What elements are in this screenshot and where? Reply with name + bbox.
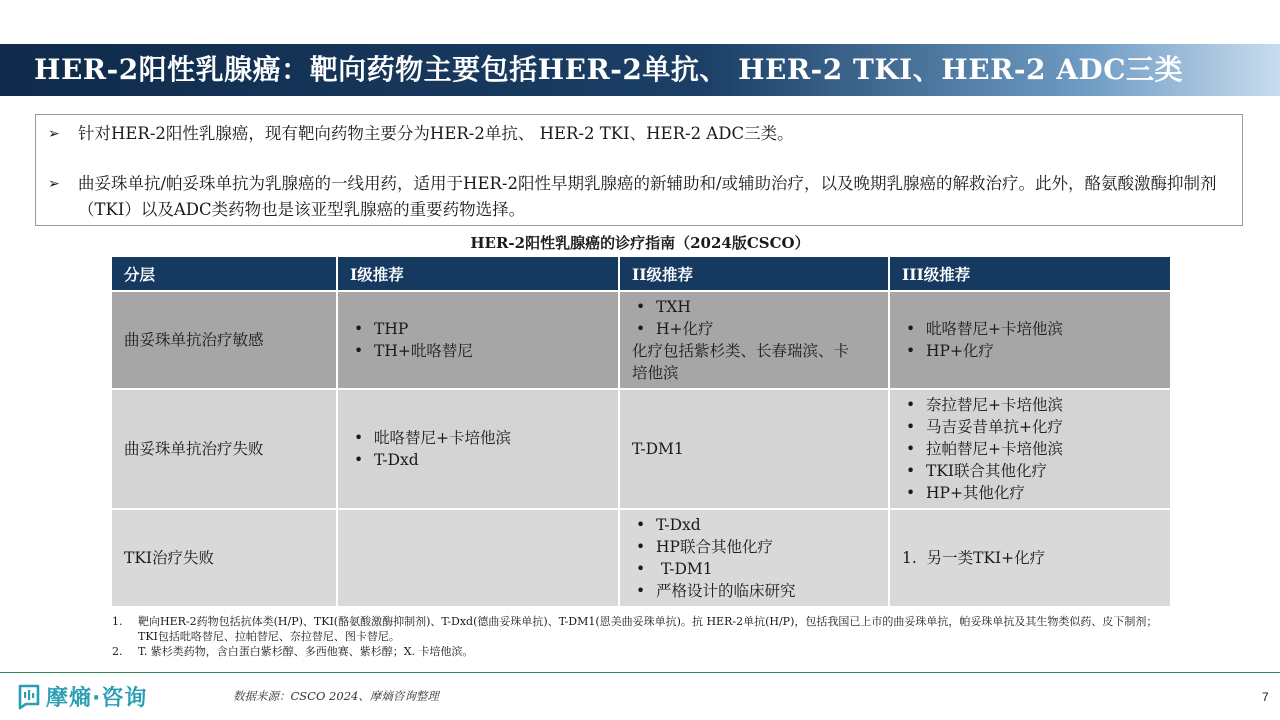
list-item: • TH+吡咯替尼 <box>350 340 618 362</box>
title-bar <box>0 44 1280 96</box>
list-item: • T-DM1 <box>632 558 888 580</box>
list-item: • 吡咯替尼+卡培他滨 <box>350 427 618 449</box>
header-level-2: II级推荐 <box>619 256 889 291</box>
header-level-1: I级推荐 <box>337 256 619 291</box>
list-item: • T-Dxd <box>350 449 618 471</box>
cell-layer: 曲妥珠单抗治疗敏感 <box>111 291 337 389</box>
cell-level-2 <box>619 291 889 389</box>
chemo-note: 化疗包括紫杉类、长春瑞滨、卡培他滨 <box>632 342 850 382</box>
summary-box <box>35 114 1243 226</box>
list-item: • TKI联合其他化疗 <box>902 460 1170 482</box>
footnote-text: T. 紫杉类药物，含白蛋白紫杉醇、多西他赛、紫杉醇；X. 卡培他滨。 <box>138 645 474 658</box>
arrow-bullet-icon: ➢ <box>48 126 60 142</box>
summary-text-2: 曲妥珠单抗/帕妥珠单抗为乳腺癌的一线用药，适用于HER-2阳性早期乳腺癌的新辅助和/或辅助治疗，以及晚期乳腺癌的解救治疗。此外，酪氨酸激酶抑制剂（TKI）以及ADC类药物也是该亚型乳腺癌的重要药物选择。 <box>78 174 1217 219</box>
arrow-bullet-icon: ➢ <box>48 176 60 192</box>
logo-text: 摩熵·咨询 <box>46 685 148 711</box>
list-item: • TXH <box>632 296 888 318</box>
cell-level-1 <box>337 509 619 607</box>
list-item: • HP+化疗 <box>902 340 1170 362</box>
list-item: • HP联合其他化疗 <box>632 536 888 558</box>
cell-layer: 曲妥珠单抗治疗失败 <box>111 389 337 509</box>
cell-level-3 <box>889 389 1171 509</box>
data-source: 数据来源：CSCO 2024、摩熵咨询整理 <box>233 689 439 703</box>
list-item: • H+化疗 <box>632 318 888 340</box>
table-row <box>111 389 1171 509</box>
footnote-number: 1. <box>112 615 123 628</box>
table-row <box>111 509 1171 607</box>
list-item: • 奈拉替尼+卡培他滨 <box>902 394 1170 416</box>
cell-level-3: 1. 另一类TKI+化疗 <box>889 509 1171 607</box>
table-row <box>111 291 1171 389</box>
summary-text-1: 针对HER-2阳性乳腺癌，现有靶向药物主要分为HER-2单抗、 HER-2 TKI、HER-2 ADC三类。 <box>78 124 794 143</box>
page-number: 7 <box>1262 690 1269 704</box>
cell-layer: TKI治疗失败 <box>111 509 337 607</box>
list-item: • T-Dxd <box>632 514 888 536</box>
list-item: • 拉帕替尼+卡培他滨 <box>902 438 1170 460</box>
table-header-row <box>111 256 1171 291</box>
header-layer: 分层 <box>111 256 337 291</box>
cell-level-1 <box>337 291 619 389</box>
list-item: • 马吉妥昔单抗+化疗 <box>902 416 1170 438</box>
page-title: HER-2阳性乳腺癌：靶向药物主要包括HER-2单抗、 HER-2 TKI、HER-2 ADC三类 <box>34 53 1183 86</box>
footnote-1 <box>112 614 1162 644</box>
list-item: • THP <box>350 318 618 340</box>
cell-level-3 <box>889 291 1171 389</box>
logo-icon <box>14 682 42 710</box>
cell-level-2: T-DM1 <box>619 389 889 509</box>
footnote-number: 2. <box>112 645 123 658</box>
footnote-text: 靶向HER-2药物包括抗体类(H/P)、TKI(酪氨酸激酶抑制剂)、T-Dxd(德曲妥珠单抗)、T-DM1(恩美曲妥珠单抗)。抗 HER-2单抗(H/P)，包括我国已上市的曲妥珠单抗，帕妥珠单抗及其生物类似药、皮下制剂；TKI包括吡咯替尼、拉帕替尼、奈拉替尼、图卡替尼。 <box>138 615 1158 643</box>
list-item: • 吡咯替尼+卡培他滨 <box>902 318 1170 340</box>
footnote-2 <box>112 644 1162 659</box>
list-item: • 严格设计的临床研究 <box>632 580 888 602</box>
cell-level-2 <box>619 509 889 607</box>
footer-divider <box>0 672 1280 673</box>
company-logo <box>14 680 147 712</box>
cell-level-1 <box>337 389 619 509</box>
guideline-table <box>110 255 1172 608</box>
list-item: • HP+其他化疗 <box>902 482 1170 504</box>
footnotes <box>112 614 1162 659</box>
header-level-3: III级推荐 <box>889 256 1171 291</box>
table-title: HER-2阳性乳腺癌的诊疗指南（2024版CSCO） <box>470 234 810 252</box>
